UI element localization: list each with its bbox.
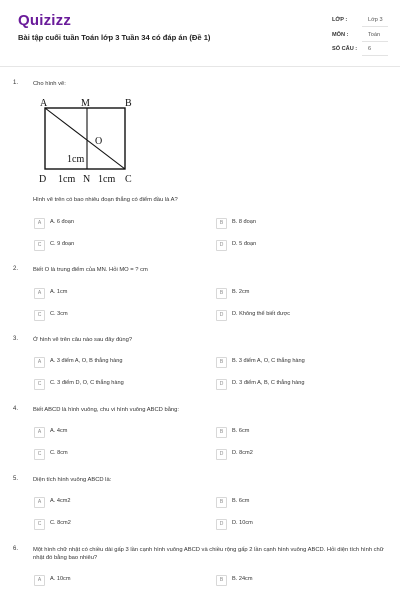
label-a: A bbox=[40, 98, 48, 109]
option-text: B. 2cm bbox=[232, 289, 250, 295]
worksheet-title: Bài tập cuối tuần Toán lớp 3 Tuần 34 có đáp án (Đề 1) bbox=[18, 33, 211, 42]
question-text: Diện tích hình vuông ABCD là: bbox=[33, 477, 112, 483]
question-text: Ở hình vẽ trên câu nào sau đây đúng? bbox=[33, 337, 133, 343]
option-text: C. 3cm bbox=[50, 311, 68, 317]
square-figure bbox=[34, 95, 144, 192]
option-letter-box: B bbox=[216, 357, 227, 368]
option-text: A. 4cm2 bbox=[50, 498, 71, 504]
diagonal-ac bbox=[45, 108, 125, 169]
option-text: A. 6 đoạn bbox=[50, 219, 74, 225]
label-d: D bbox=[39, 174, 47, 185]
label-1cm-bottom-right: 1cm bbox=[98, 174, 116, 185]
label-1cm-bottom-left: 1cm bbox=[58, 174, 76, 185]
option-letter-box: B bbox=[216, 575, 227, 586]
option-text: D. 8cm2 bbox=[232, 450, 253, 456]
label-b: B bbox=[125, 98, 132, 109]
option-text: D. 3 điểm A, B, C thẳng hàng bbox=[232, 380, 305, 386]
option-text: B. 6cm bbox=[232, 498, 250, 504]
meta-label: MÔN : bbox=[332, 32, 349, 38]
question-text: Biết O là trung điểm của MN. Hỏi MO = ? cm bbox=[33, 267, 148, 273]
option-text: D. 5 đoạn bbox=[232, 241, 257, 247]
option-text: C. 9 đoạn bbox=[50, 241, 75, 247]
option-letter-box: B bbox=[216, 497, 227, 508]
option-letter-box: D bbox=[216, 519, 227, 530]
option-text: A. 4cm bbox=[50, 428, 68, 434]
option-letter-box: A bbox=[34, 575, 45, 586]
option-text: B. 8 đoạn bbox=[232, 219, 256, 225]
label-1cm-left: 1cm bbox=[67, 154, 85, 165]
option-letter-box: D bbox=[216, 310, 227, 321]
option-letter-box: C bbox=[34, 449, 45, 460]
option-text: A. 1cm bbox=[50, 289, 68, 295]
option-letter-box: C bbox=[34, 379, 45, 390]
option-letter-box: B bbox=[216, 427, 227, 438]
option-letter-box: A bbox=[34, 427, 45, 438]
meta-underline bbox=[362, 26, 388, 27]
question-lead: Cho hình vẽ: bbox=[33, 81, 66, 87]
option-letter-box: B bbox=[216, 288, 227, 299]
option-text: D. 10cm bbox=[232, 520, 253, 526]
option-text: C. 8cm bbox=[50, 450, 68, 456]
question-text: Hình vẽ trên có bao nhiêu đoạn thẳng có điểm đầu là A? bbox=[33, 197, 178, 203]
question-number: 1. bbox=[13, 80, 19, 86]
meta-underline bbox=[362, 55, 388, 56]
option-text: B. 6cm bbox=[232, 428, 250, 434]
option-text: D. Không thể biết được bbox=[232, 311, 291, 317]
question-text: Biết ABCD là hình vuông, chu vi hình vuông ABCD bằng: bbox=[33, 407, 179, 413]
option-text: B. 24cm bbox=[232, 576, 253, 582]
option-text: A. 10cm bbox=[50, 576, 71, 582]
option-text: B. 3 điểm A, O, C thẳng hàng bbox=[232, 358, 305, 364]
option-letter-box: A bbox=[34, 357, 45, 368]
question-number: 3. bbox=[13, 336, 19, 342]
meta-label: LỚP : bbox=[332, 17, 348, 23]
option-letter-box: A bbox=[34, 497, 45, 508]
question-number: 5. bbox=[13, 476, 19, 482]
meta-value: Lớp 3 bbox=[368, 17, 383, 23]
option-text: A. 3 điểm A, O, B thẳng hàng bbox=[50, 358, 123, 364]
option-letter-box: D bbox=[216, 449, 227, 460]
meta-underline bbox=[362, 41, 388, 42]
label-o: O bbox=[95, 136, 103, 147]
question-number: 6. bbox=[13, 546, 19, 552]
meta-value: 6 bbox=[368, 46, 372, 52]
label-n: N bbox=[83, 174, 91, 185]
label-c: C bbox=[125, 174, 132, 185]
question-text: Một hình chữ nhật có chiều dài gấp 3 lần cạnh hình vuông ABCD và chiều rộng gấp 2 lần cạnh hình vuông ABCD. Hỏi diện tích hình chữ nhật đó bằng bao nhiêu? bbox=[33, 547, 384, 561]
meta-label: SỐ CÂU : bbox=[332, 46, 358, 52]
header-divider bbox=[0, 66, 400, 67]
label-m: M bbox=[81, 98, 90, 109]
question-number: 2. bbox=[13, 266, 19, 272]
option-letter-box: D bbox=[216, 379, 227, 390]
option-letter-box: B bbox=[216, 218, 227, 229]
question-number: 4. bbox=[13, 406, 19, 412]
geometry-diagram bbox=[34, 95, 144, 187]
option-letter-box: A bbox=[34, 218, 45, 229]
option-letter-box: D bbox=[216, 240, 227, 251]
option-text: C. 3 điểm D, O, C thẳng hàng bbox=[50, 380, 124, 386]
option-letter-box: C bbox=[34, 240, 45, 251]
meta-value: Toán bbox=[368, 32, 381, 38]
option-letter-box: C bbox=[34, 310, 45, 321]
quizizz-logo: Quizizz bbox=[18, 12, 72, 29]
option-text: C. 8cm2 bbox=[50, 520, 71, 526]
option-letter-box: C bbox=[34, 519, 45, 530]
option-letter-box: A bbox=[34, 288, 45, 299]
